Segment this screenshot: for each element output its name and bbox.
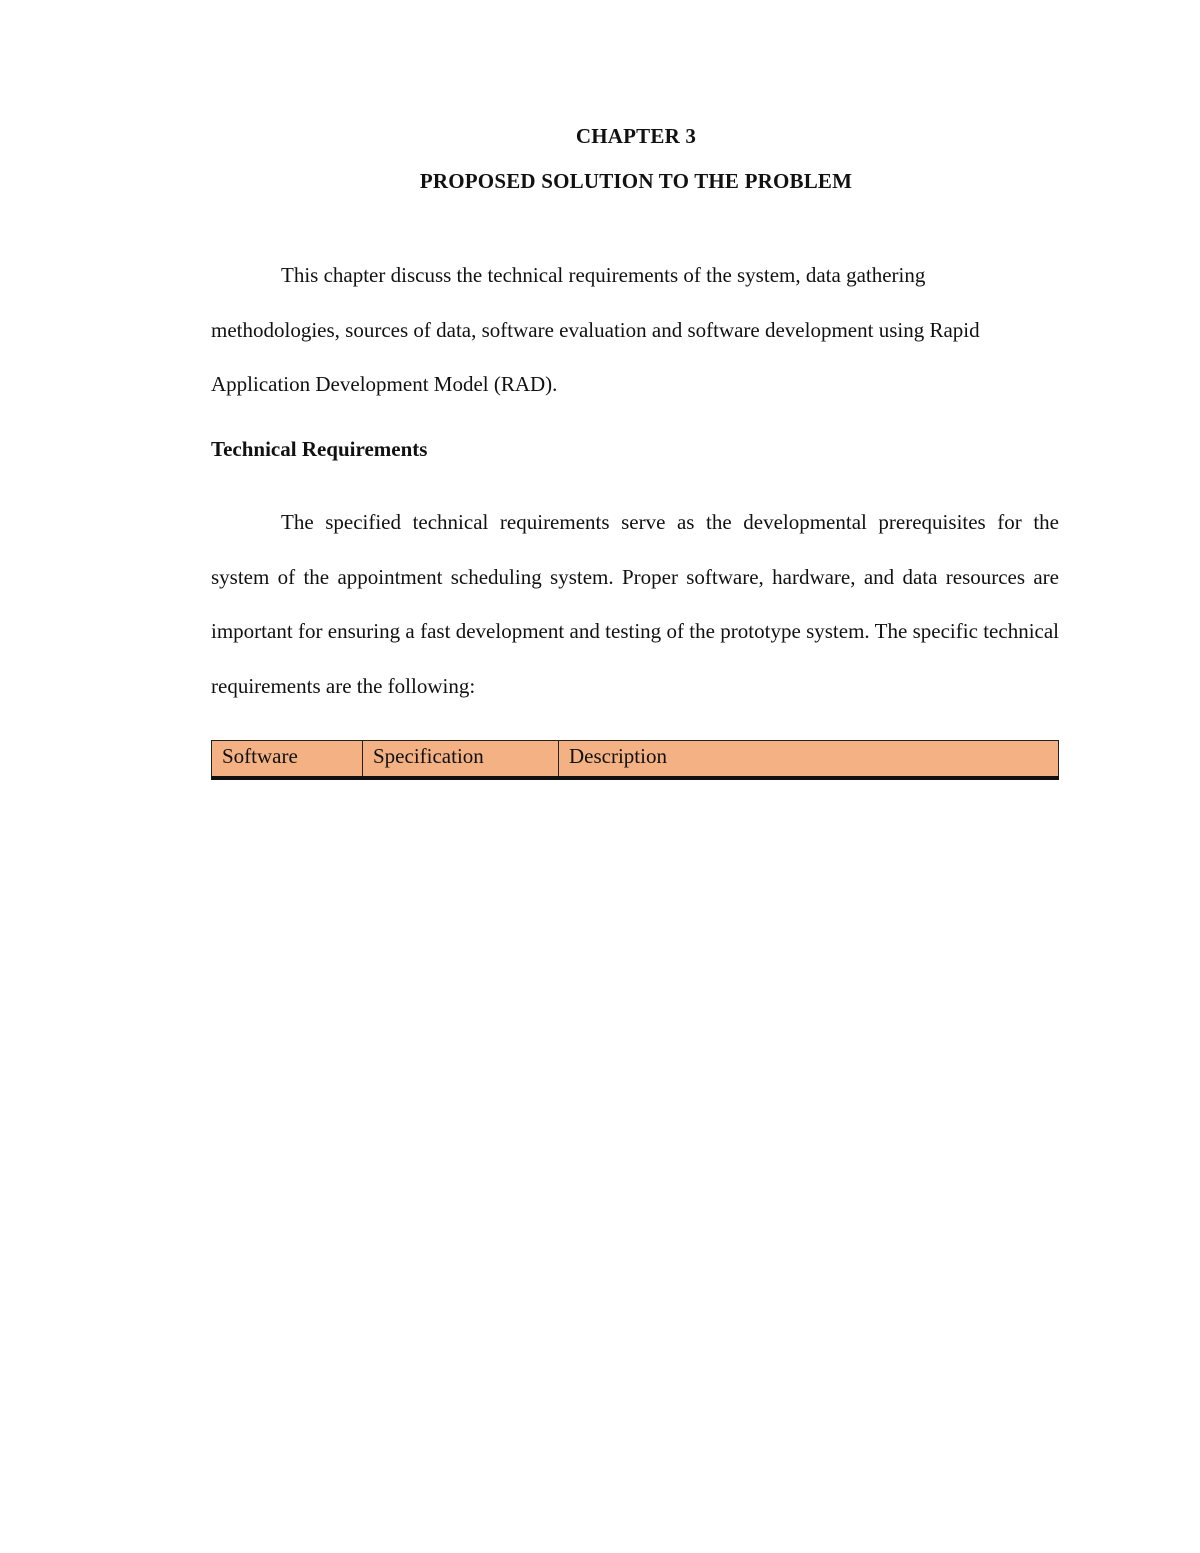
intro-paragraph-text: This chapter discuss the technical requirements of the system, data gathering methodologies, sources of data, software evaluation and software development using Rapid Application Development Model (RAD). (211, 263, 980, 396)
technical-requirements-paragraph-text: The specified technical requirements serve as the developmental prerequisites for the system of the appointment scheduling system. Proper software, hardware, and data resources are important for ensuring a fast development and testing of the prototype system. The specific technical requirements are the following: (211, 510, 1059, 698)
table-header-description: Description (559, 741, 1059, 779)
requirements-table (211, 740, 1059, 780)
table-header-software: Software (212, 741, 363, 779)
section-heading-technical-requirements: Technical Requirements (211, 437, 428, 461)
chapter-label: CHAPTER 3 (575, 124, 697, 148)
intro-paragraph (211, 248, 1059, 412)
table-header-row (212, 741, 1059, 779)
table-header-specification: Specification (363, 741, 559, 779)
chapter-title: PROPOSED SOLUTION TO THE PROBLEM (419, 169, 853, 193)
technical-requirements-paragraph (211, 495, 1059, 713)
